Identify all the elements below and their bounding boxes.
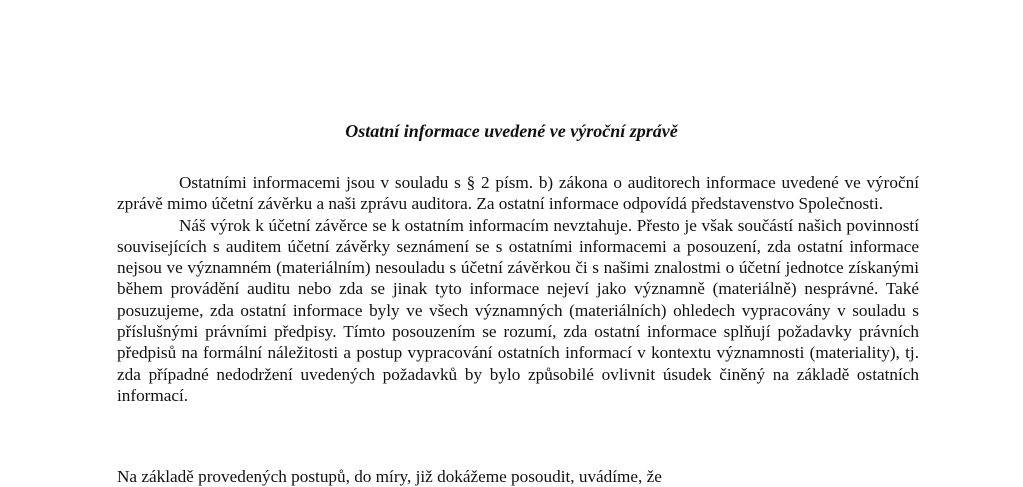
paragraph-cutoff-line: Na základě provedených postupů, do míry, již dokážeme posoudit, uvádíme, že <box>117 467 662 486</box>
section-body <box>117 172 919 406</box>
section-heading: Ostatní informace uvedené ve výroční zprávě <box>345 121 678 141</box>
paragraph-auditor-responsibility: Náš výrok k účetní závěrce se k ostatním informacím nevztahuje. Přesto je však součástí našich povinností souvisejících s auditem účetní závěrky seznámení se s ostatními informacemi a posouzení, zda ostatní informace nejsou ve významném (materiálním) nesouladu s účetní závěrkou či s našimi znalostmi o účetní jednotce získanými během provádění auditu nebo zda se jinak tyto informace nejeví jako významně (materiálně) nesprávné. Také posuzujeme, zda ostatní informace byly ve všech významných (materiálních) ohledech vypracovány v souladu s příslušnými právními předpisy. Tímto posouzením se rozumí, zda ostatní informace splňují požadavky právních předpisů na formální náležitosti a postup vypracování ostatních informací v kontextu významnosti (materiality), tj. zda případné nedodržení uvedených požadavků by bylo způsobilé ovlivnit úsudek činěný na základě ostatních informací. <box>117 215 919 405</box>
paragraph-other-information-definition: Ostatními informacemi jsou v souladu s § 2 písm. b) zákona o auditorech informace uvedené ve výroční zprávě mimo účetní závěrku a naši zprávu auditora. Za ostatní informace odpovídá představenstvo Společnosti. <box>117 173 919 214</box>
